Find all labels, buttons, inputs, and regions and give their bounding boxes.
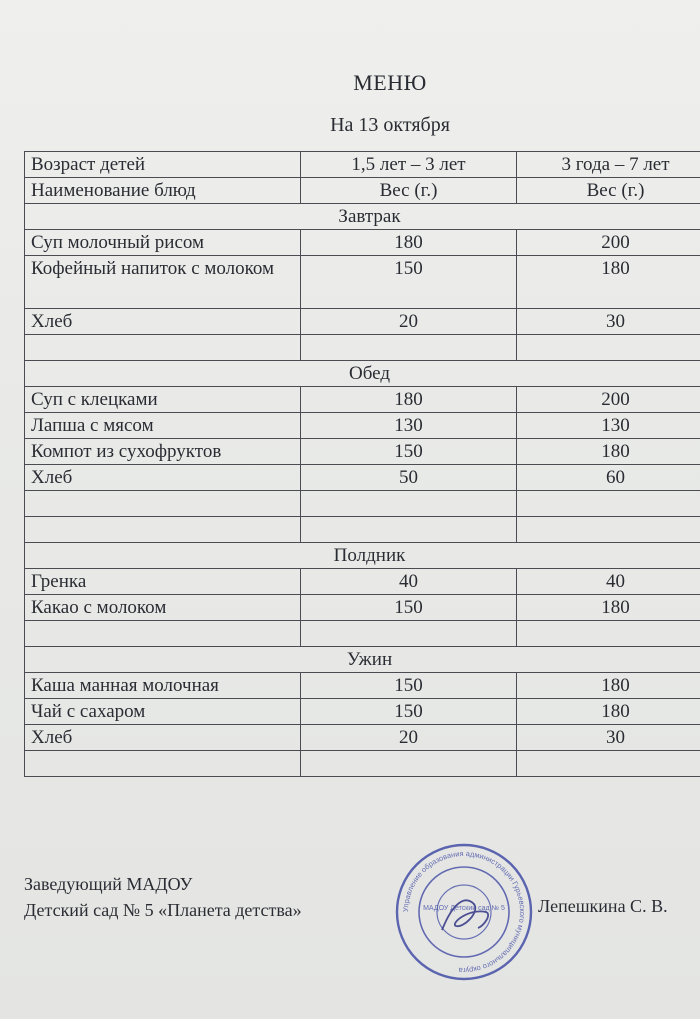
weight-1-cell: 20 (301, 309, 517, 335)
weight-1-cell: 180 (301, 387, 517, 413)
header-row-age (25, 152, 700, 178)
weight-1-cell: 150 (301, 439, 517, 465)
empty-cell (25, 751, 301, 777)
weight-2-cell: 30 (517, 309, 700, 335)
table-row (25, 699, 700, 725)
weight-1-cell: 50 (301, 465, 517, 491)
section-row-snack (25, 543, 700, 569)
empty-row (25, 621, 700, 647)
dish-cell: Каша манная молочная (25, 673, 301, 699)
dish-label-cell: Наименование блюд (25, 178, 301, 204)
empty-cell (301, 335, 517, 361)
weight-1-cell: 180 (301, 230, 517, 256)
weight-2-cell: 30 (517, 725, 700, 751)
empty-cell (301, 491, 517, 517)
empty-row (25, 491, 700, 517)
table-row (25, 569, 700, 595)
weight-2-cell: 200 (517, 387, 700, 413)
menu-table (24, 151, 700, 777)
empty-cell (517, 517, 700, 543)
section-row-lunch (25, 361, 700, 387)
empty-cell (517, 621, 700, 647)
dish-cell: Суп с клецками (25, 387, 301, 413)
age-group-2-cell: 3 года – 7 лет (517, 152, 700, 178)
table-row (25, 230, 700, 256)
weight-1-cell: 150 (301, 699, 517, 725)
weight-2-cell: 180 (517, 595, 700, 621)
weight-2-cell: 40 (517, 569, 700, 595)
table-row (25, 309, 700, 335)
weight-1-cell: 150 (301, 595, 517, 621)
weight-2-cell: 60 (517, 465, 700, 491)
weight-1-header-cell: Вес (г.) (301, 178, 517, 204)
signatory-name: Лепешкина С. В. (538, 896, 668, 916)
empty-cell (25, 335, 301, 361)
position-line-2: Детский сад № 5 «Планета детства» (24, 900, 302, 920)
empty-cell (517, 335, 700, 361)
document-title: МЕНЮ (353, 70, 427, 95)
dish-cell: Какао с молоком (25, 595, 301, 621)
weight-2-cell: 180 (517, 673, 700, 699)
age-label-cell: Возраст детей (25, 152, 301, 178)
table-row (25, 595, 700, 621)
weight-2-cell: 180 (517, 699, 700, 725)
weight-2-cell: 180 (517, 256, 700, 309)
table-row (25, 387, 700, 413)
table-row (25, 725, 700, 751)
table-row (25, 673, 700, 699)
empty-cell (301, 751, 517, 777)
official-stamp-icon (394, 842, 534, 982)
dish-cell: Компот из сухофруктов (25, 439, 301, 465)
weight-2-cell: 200 (517, 230, 700, 256)
dish-cell: Чай с сахаром (25, 699, 301, 725)
table-row (25, 439, 700, 465)
empty-cell (25, 517, 301, 543)
document-date: На 13 октября (330, 114, 450, 136)
empty-cell (517, 491, 700, 517)
weight-1-cell: 150 (301, 256, 517, 309)
dish-cell: Суп молочный рисом (25, 230, 301, 256)
weight-2-header-cell: Вес (г.) (517, 178, 700, 204)
dish-cell: Гренка (25, 569, 301, 595)
section-title: Полдник (25, 543, 700, 569)
stamp-outer-text: Управление образования администрации Гурьевского муниципального округа (400, 848, 528, 976)
section-title: Обед (25, 361, 700, 387)
dish-cell: Хлеб (25, 309, 301, 335)
age-group-1-cell: 1,5 лет – 3 лет (301, 152, 517, 178)
weight-1-cell: 130 (301, 413, 517, 439)
section-row-breakfast (25, 204, 700, 230)
weight-2-cell: 130 (517, 413, 700, 439)
table-row (25, 465, 700, 491)
empty-cell (301, 517, 517, 543)
section-row-dinner (25, 647, 700, 673)
signature-block (24, 871, 302, 923)
weight-1-cell: 20 (301, 725, 517, 751)
header-row-weight (25, 178, 700, 204)
dish-cell: Хлеб (25, 465, 301, 491)
empty-cell (25, 621, 301, 647)
section-title: Ужин (25, 647, 700, 673)
empty-cell (25, 491, 301, 517)
empty-cell (517, 751, 700, 777)
position-line-1: Заведующий МАДОУ (24, 874, 193, 894)
table-row (25, 256, 700, 309)
weight-1-cell: 150 (301, 673, 517, 699)
stamp-inner-text: МАДОУ Детский сад № 5 (423, 905, 505, 912)
empty-row (25, 517, 700, 543)
dish-cell: Хлеб (25, 725, 301, 751)
table-row (25, 413, 700, 439)
empty-row (25, 335, 700, 361)
section-title: Завтрак (25, 204, 700, 230)
empty-row (25, 751, 700, 777)
dish-cell: Лапша с мясом (25, 413, 301, 439)
weight-2-cell: 180 (517, 439, 700, 465)
dish-cell: Кофейный напиток с молоком (25, 256, 301, 309)
weight-1-cell: 40 (301, 569, 517, 595)
empty-cell (301, 621, 517, 647)
